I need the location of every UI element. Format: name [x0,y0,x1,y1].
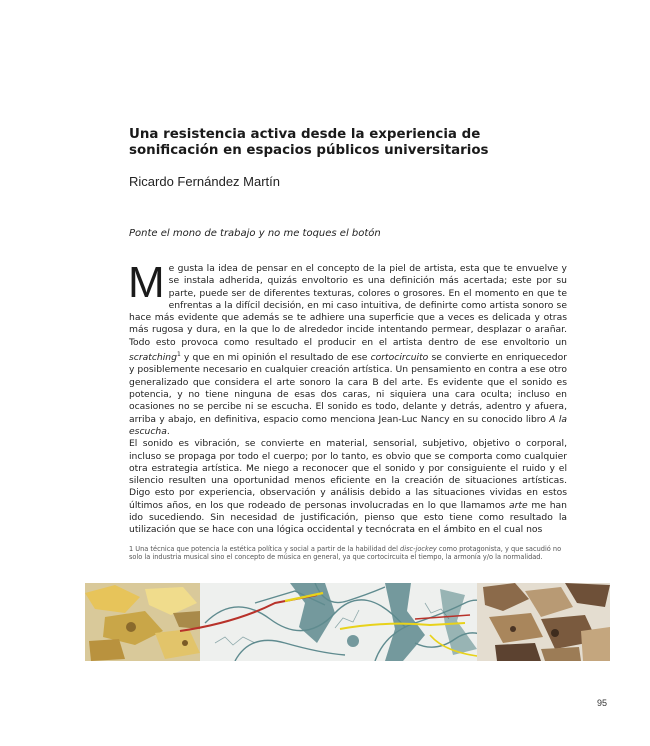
scratching-term: scratching [129,352,177,364]
article-body [128,258,568,537]
banner-image [85,583,610,661]
footnote [129,545,567,561]
epigraph: Ponte el mono de trabajo y no me toques el botón [129,228,381,239]
drop-cap: M [128,258,165,307]
paragraph-2-text-a: El sonido es vibración, se convierte en material, sensorial, subjetivo, objetivo o corporal, incluso se propaga por todo el cuerpo; por lo tanto, es obvio que se comporta como cualquier otra estrategia artística. Me niego a reconocer que el sonido y por consiguiente el ruido y el silencio resulten una oportunidad menos eficiente en la creación de situaciones artísticas. Digo esto por experiencia, observación y análisis debido a las situaciones vividas en estos últimos años, en los que rodeado de personas involucradas en lo que llamamos [129,438,567,511]
crumb-texture-left [85,583,200,661]
footnote-ref[interactable]: 1 [176,351,181,359]
paragraph-2 [129,438,567,536]
paragraph-1-text-b: y que en mi opinión el resultado de ese [180,352,371,364]
paragraph-1-text-a: e gusta la idea de pensar en el concepto de la piel de artista, esta que te envuelve y se instala adherida, quizás envoltorio es una definición más acertada; este por su parte, puede ser de diferentes texturas, colores o grosores. En el momento en que te enfrentas a la difícil decisión, en mi caso intuitiva, de definirte como artista sonoro se hace más evidente que además se te adhiere una superficie que a veces es delicada y otras más rugosa y dura, en la que lo de alrededor incide intentando permear, desplazar o arañar. Todo esto provoca como resultado el producir en el artista dentro de ese envoltorio un [129,263,567,348]
article-title: Una resistencia activa desde la experiencia de sonificación en espacios públicos universitarios [129,127,489,158]
paragraph-1 [128,258,568,438]
page-number: 95 [597,698,608,708]
paragraph-1-end: . [166,425,170,437]
footnote-dj-term: disc-jockey [400,545,437,553]
cortocircuito-term: cortocircuito [370,352,429,364]
footnote-text-b: como protagonista, y que sacudió no solo la industria musical sino el concepto de música en general, ya que cortocircuita el tiempo, la armonía y/o la normalidad. [129,545,562,561]
footnote-text-a: 1 Una técnica que potencia la estética política y social a partir de la habilidad del [129,545,401,553]
crumb-texture-right [477,583,610,661]
author-name: Ricardo Fernández Martín [129,174,281,189]
arte-term: arte [509,499,528,511]
book-title: A la escucha [129,413,567,437]
paragraph-2-text-b: me han ido sucediendo. Sin necesidad de justificación, pienso que esto tiene como resultado la utilización que se hace con una lógica occidental y tecnócrata en el ámbito en el cual nos [129,499,567,536]
paragraph-1-text-c: se convierte en enriquecedor y posiblemente necesario en cualquier creación artística. Un pensamiento en contra a ese otro generalizado que considera el arte sonoro la cara B del arte. Es evidente que el sonido es potencia, y no tiene ninguna de esas dos caras, ni siquiera una cara oculta; incluso en ocasiones no se percibe ni se escucha. El sonido es todo, delante y detrás, adentro y afuera, arriba y abajo, en definitiva, espacio como menciona Jean-Luc Nancy en su conocido libro [129,352,568,425]
